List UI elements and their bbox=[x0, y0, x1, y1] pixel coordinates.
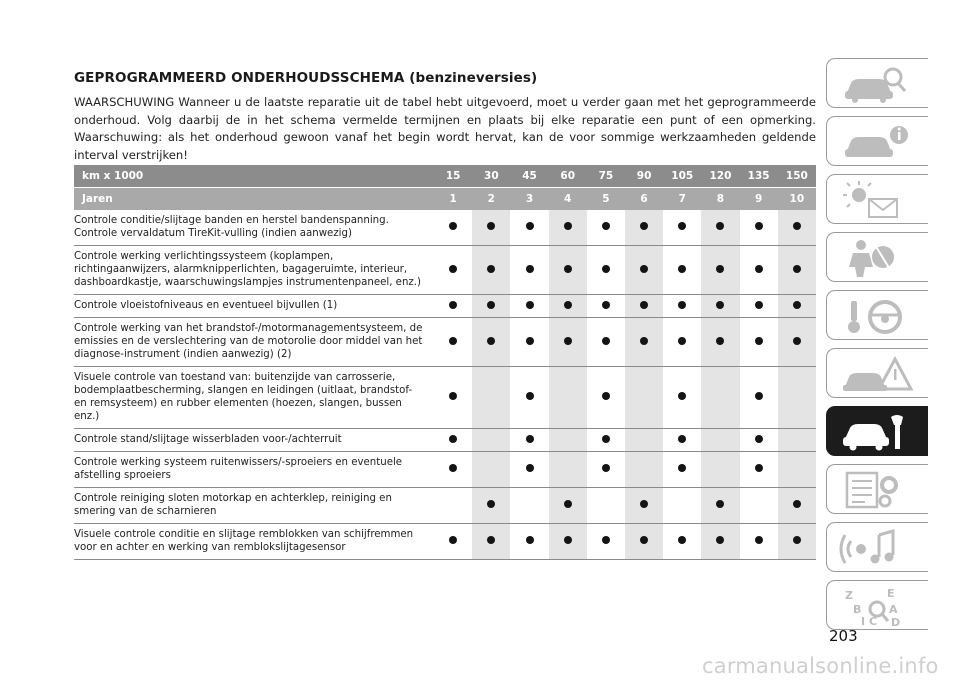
maintenance-schedule-table bbox=[74, 165, 816, 560]
service-dot bbox=[793, 222, 801, 230]
service-dot bbox=[793, 337, 801, 345]
interval-cell bbox=[625, 295, 663, 318]
year-interval: 8 bbox=[701, 188, 739, 211]
interval-cell bbox=[701, 488, 739, 524]
table-row bbox=[74, 367, 816, 429]
car-wrench-icon bbox=[839, 411, 917, 453]
interval-cell bbox=[434, 367, 472, 429]
service-dot bbox=[526, 464, 534, 472]
interval-cell bbox=[587, 246, 625, 295]
svg-text:D: D bbox=[891, 616, 901, 627]
interval-cell bbox=[549, 429, 587, 452]
interval-cell bbox=[625, 488, 663, 524]
interval-cell bbox=[434, 210, 472, 246]
interval-cell bbox=[587, 210, 625, 246]
interval-cell bbox=[663, 246, 701, 295]
service-dot bbox=[602, 536, 610, 544]
km-interval: 30 bbox=[472, 165, 510, 188]
service-dot bbox=[640, 337, 648, 345]
service-dot bbox=[449, 536, 457, 544]
interval-cell bbox=[587, 318, 625, 367]
interval-cell bbox=[549, 367, 587, 429]
interval-cell bbox=[740, 367, 778, 429]
km-interval: 15 bbox=[434, 165, 472, 188]
interval-cell bbox=[701, 210, 739, 246]
interval-cell bbox=[625, 246, 663, 295]
interval-cell bbox=[663, 367, 701, 429]
interval-cell bbox=[778, 488, 816, 524]
service-dot bbox=[487, 536, 495, 544]
service-dot bbox=[793, 500, 801, 508]
interval-cell bbox=[472, 367, 510, 429]
service-dot bbox=[449, 337, 457, 345]
km-interval: 60 bbox=[549, 165, 587, 188]
interval-cell bbox=[510, 246, 548, 295]
service-dot bbox=[602, 337, 610, 345]
interval-cell bbox=[472, 488, 510, 524]
service-dot bbox=[716, 265, 724, 273]
service-dot bbox=[526, 392, 534, 400]
service-dot bbox=[716, 500, 724, 508]
interval-cell bbox=[472, 318, 510, 367]
interval-cell bbox=[510, 452, 548, 488]
interval-cell bbox=[778, 210, 816, 246]
page-number: 203 bbox=[829, 627, 858, 645]
service-dot bbox=[564, 265, 572, 273]
interval-cell bbox=[434, 246, 472, 295]
km-interval: 90 bbox=[625, 165, 663, 188]
interval-cell bbox=[701, 452, 739, 488]
svg-text:C: C bbox=[869, 615, 878, 627]
page-heading: GEPROGRAMMEERD ONDERHOUDSSCHEMA (benzineversies) bbox=[74, 70, 538, 86]
interval-cell bbox=[740, 318, 778, 367]
svg-text:B: B bbox=[853, 603, 862, 616]
interval-cell bbox=[549, 246, 587, 295]
interval-cell bbox=[587, 488, 625, 524]
interval-cell bbox=[625, 524, 663, 560]
interval-cell bbox=[778, 318, 816, 367]
service-dot bbox=[602, 265, 610, 273]
interval-cell bbox=[663, 488, 701, 524]
table-row bbox=[74, 318, 816, 367]
maintenance-task: Visuele controle van toestand van: buitenzijde van carrosserie, bodemplaatbescherming, slangen en leidingen (uitlaat, brandstof- en remsysteem) en rubber elementen (hoezen, slangen, bussen enz.) bbox=[74, 367, 434, 429]
table-row bbox=[74, 524, 816, 560]
service-dot bbox=[487, 500, 495, 508]
technical-data-icon bbox=[839, 469, 917, 511]
km-header-row bbox=[74, 165, 816, 188]
km-interval: 45 bbox=[510, 165, 548, 188]
interval-cell bbox=[701, 367, 739, 429]
maintenance-task: Controle conditie/slijtage banden en herstel bandenspanning. Controle vervaldatum TireKit-vulling (indien aanwezig) bbox=[74, 210, 434, 246]
car-emergency-icon bbox=[839, 353, 917, 395]
km-interval: 75 bbox=[587, 165, 625, 188]
interval-cell bbox=[549, 318, 587, 367]
table-row bbox=[74, 429, 816, 452]
service-dot bbox=[602, 222, 610, 230]
service-dot bbox=[755, 222, 763, 230]
alphabetical-index-icon bbox=[839, 585, 917, 627]
interval-cell bbox=[587, 429, 625, 452]
interval-cell bbox=[778, 246, 816, 295]
table-row bbox=[74, 488, 816, 524]
interval-cell bbox=[549, 524, 587, 560]
service-dot bbox=[526, 337, 534, 345]
interval-cell bbox=[510, 295, 548, 318]
service-dot bbox=[755, 435, 763, 443]
service-dot bbox=[526, 222, 534, 230]
interval-cell bbox=[434, 452, 472, 488]
svg-text:A: A bbox=[889, 603, 898, 616]
table-row bbox=[74, 295, 816, 318]
service-dot bbox=[449, 464, 457, 472]
interval-cell bbox=[740, 210, 778, 246]
interval-cell bbox=[778, 429, 816, 452]
service-dot bbox=[564, 222, 572, 230]
warning-paragraph: WAARSCHUWING Wanneer u de laatste reparatie uit de tabel hebt uitgevoerd, moet u verder gaan met het geprogrammeerde onderhoud. Volg daarbij de in het schema vermelde termijnen en plaats bij elke reparatie een punt of een opmerking. Waarschuwing: als het onderhoud gewoon vanaf het begin wordt hervat, kan de voor sommige werkzaamheden geldende interval verstrijken! bbox=[74, 95, 816, 162]
tab-technical-data[interactable] bbox=[826, 464, 928, 514]
interval-cell bbox=[549, 488, 587, 524]
table-row bbox=[74, 210, 816, 246]
interval-cell bbox=[510, 524, 548, 560]
interval-cell bbox=[434, 295, 472, 318]
interval-cell bbox=[625, 367, 663, 429]
interval-cell bbox=[740, 524, 778, 560]
year-interval: 3 bbox=[510, 188, 548, 211]
service-dot bbox=[526, 301, 534, 309]
service-dot bbox=[678, 536, 686, 544]
service-dot bbox=[678, 392, 686, 400]
service-dot bbox=[716, 536, 724, 544]
year-interval: 5 bbox=[587, 188, 625, 211]
interval-cell bbox=[434, 429, 472, 452]
interval-cell bbox=[549, 210, 587, 246]
service-dot bbox=[755, 265, 763, 273]
service-dot bbox=[564, 500, 572, 508]
interval-cell bbox=[472, 452, 510, 488]
interval-cell bbox=[549, 452, 587, 488]
svg-text:I: I bbox=[861, 615, 866, 627]
service-dot bbox=[793, 536, 801, 544]
service-dot bbox=[678, 464, 686, 472]
interval-cell bbox=[587, 452, 625, 488]
interval-cell bbox=[472, 295, 510, 318]
interval-cell bbox=[701, 524, 739, 560]
interval-cell bbox=[663, 429, 701, 452]
maintenance-task: Controle stand/slijtage wisserbladen voor-/achterruit bbox=[74, 429, 434, 452]
service-dot bbox=[793, 301, 801, 309]
interval-cell bbox=[625, 318, 663, 367]
tab-safety[interactable] bbox=[826, 232, 928, 282]
interval-cell bbox=[472, 429, 510, 452]
year-interval: 1 bbox=[434, 188, 472, 211]
service-dot bbox=[526, 265, 534, 273]
year-interval: 10 bbox=[778, 188, 816, 211]
watermark: carmanualsonline.info bbox=[702, 654, 939, 678]
service-dot bbox=[564, 536, 572, 544]
svg-text:E: E bbox=[887, 587, 895, 600]
interval-cell bbox=[701, 318, 739, 367]
year-interval: 4 bbox=[549, 188, 587, 211]
interval-cell bbox=[740, 488, 778, 524]
car-info-icon bbox=[839, 121, 917, 163]
interval-cell bbox=[701, 246, 739, 295]
years-header-label: Jaren bbox=[74, 188, 434, 211]
service-dot bbox=[449, 265, 457, 273]
service-dot bbox=[449, 392, 457, 400]
tab-warning-lights[interactable] bbox=[826, 174, 928, 224]
table-row bbox=[74, 246, 816, 295]
interval-cell bbox=[472, 210, 510, 246]
service-dot bbox=[678, 222, 686, 230]
km-interval: 150 bbox=[778, 165, 816, 188]
service-dot bbox=[640, 500, 648, 508]
interval-cell bbox=[663, 210, 701, 246]
interval-cell bbox=[778, 524, 816, 560]
service-dot bbox=[449, 301, 457, 309]
km-interval: 135 bbox=[740, 165, 778, 188]
interval-cell bbox=[549, 295, 587, 318]
interval-cell bbox=[587, 524, 625, 560]
tab-vehicle-overview[interactable] bbox=[826, 58, 928, 108]
service-dot bbox=[640, 301, 648, 309]
car-search-icon bbox=[839, 63, 917, 105]
tab-starting-driving[interactable] bbox=[826, 290, 928, 340]
interval-cell bbox=[701, 295, 739, 318]
maintenance-task: Controle werking systeem ruitenwissers/-sproeiers en eventuele afstelling sproeiers bbox=[74, 452, 434, 488]
maintenance-task: Controle vloeistofniveaus en eventueel bijvullen (1) bbox=[74, 295, 434, 318]
service-dot bbox=[755, 536, 763, 544]
service-dot bbox=[678, 301, 686, 309]
service-dot bbox=[487, 265, 495, 273]
maintenance-task: Controle reiniging sloten motorkap en achterklep, reiniging en smering van de scharnieren bbox=[74, 488, 434, 524]
interval-cell bbox=[510, 210, 548, 246]
interval-cell bbox=[663, 452, 701, 488]
interval-cell bbox=[625, 429, 663, 452]
interval-cell bbox=[625, 210, 663, 246]
maintenance-task: Controle werking verlichtingssysteem (koplampen, richtingaanwijzers, alarmknipperlichten, bagageruimte, interieur, dashboardkastje, waarschuwingslampjes instrumentenpaneel, enz.) bbox=[74, 246, 434, 295]
year-interval: 9 bbox=[740, 188, 778, 211]
service-dot bbox=[716, 222, 724, 230]
tab-multimedia[interactable] bbox=[826, 522, 928, 572]
service-dot bbox=[793, 265, 801, 273]
interval-cell bbox=[740, 246, 778, 295]
svg-text:Z: Z bbox=[845, 589, 853, 602]
interval-cell bbox=[434, 318, 472, 367]
service-dot bbox=[755, 464, 763, 472]
interval-cell bbox=[663, 295, 701, 318]
interval-cell bbox=[587, 367, 625, 429]
service-dot bbox=[487, 222, 495, 230]
service-dot bbox=[640, 222, 648, 230]
interval-cell bbox=[434, 524, 472, 560]
service-dot bbox=[449, 435, 457, 443]
interval-cell bbox=[701, 429, 739, 452]
year-interval: 7 bbox=[663, 188, 701, 211]
interval-cell bbox=[740, 429, 778, 452]
service-dot bbox=[602, 301, 610, 309]
maintenance-task: Visuele controle conditie en slijtage remblokken van schijfremmen voor en achter en werking van remblokslijtagesensor bbox=[74, 524, 434, 560]
interval-cell bbox=[778, 295, 816, 318]
table-row bbox=[74, 452, 816, 488]
tab-maintenance[interactable] bbox=[826, 406, 928, 456]
service-dot bbox=[564, 301, 572, 309]
service-dot bbox=[487, 337, 495, 345]
schedule-rows bbox=[74, 210, 816, 560]
interval-cell bbox=[472, 246, 510, 295]
service-dot bbox=[526, 435, 534, 443]
service-dot bbox=[602, 435, 610, 443]
interval-cell bbox=[740, 295, 778, 318]
interval-cell bbox=[434, 488, 472, 524]
interval-cell bbox=[778, 367, 816, 429]
warning-lights-envelope-icon bbox=[839, 179, 917, 221]
service-dot bbox=[678, 435, 686, 443]
km-interval: 120 bbox=[701, 165, 739, 188]
service-dot bbox=[449, 222, 457, 230]
service-dot bbox=[526, 536, 534, 544]
service-dot bbox=[716, 301, 724, 309]
multimedia-icon bbox=[839, 527, 917, 569]
service-dot bbox=[716, 337, 724, 345]
interval-cell bbox=[472, 524, 510, 560]
tab-vehicle-info[interactable] bbox=[826, 116, 928, 166]
km-interval: 105 bbox=[663, 165, 701, 188]
interval-cell bbox=[510, 429, 548, 452]
interval-cell bbox=[663, 524, 701, 560]
interval-cell bbox=[778, 452, 816, 488]
interval-cell bbox=[510, 488, 548, 524]
tab-emergency[interactable] bbox=[826, 348, 928, 398]
service-dot bbox=[640, 265, 648, 273]
interval-cell bbox=[510, 318, 548, 367]
interval-cell bbox=[740, 452, 778, 488]
service-dot bbox=[678, 337, 686, 345]
steering-wheel-key-icon bbox=[839, 295, 917, 337]
interval-cell bbox=[663, 318, 701, 367]
service-dot bbox=[640, 536, 648, 544]
km-header-label: km x 1000 bbox=[74, 165, 434, 188]
service-dot bbox=[755, 392, 763, 400]
tab-index[interactable] bbox=[826, 580, 928, 630]
airbag-safety-icon bbox=[839, 237, 917, 279]
years-header-row bbox=[74, 188, 816, 211]
year-interval: 6 bbox=[625, 188, 663, 211]
interval-cell bbox=[587, 295, 625, 318]
service-dot bbox=[602, 464, 610, 472]
service-dot bbox=[755, 337, 763, 345]
maintenance-task: Controle werking van het brandstof-/motormanagementsysteem, de emissies en de verslechtering van de motorolie door middel van het diagnose-instrument (indien aanwezig) (2) bbox=[74, 318, 434, 367]
service-dot bbox=[678, 265, 686, 273]
service-dot bbox=[755, 301, 763, 309]
service-dot bbox=[564, 337, 572, 345]
interval-cell bbox=[625, 452, 663, 488]
interval-cell bbox=[510, 367, 548, 429]
service-dot bbox=[487, 301, 495, 309]
year-interval: 2 bbox=[472, 188, 510, 211]
service-dot bbox=[602, 392, 610, 400]
